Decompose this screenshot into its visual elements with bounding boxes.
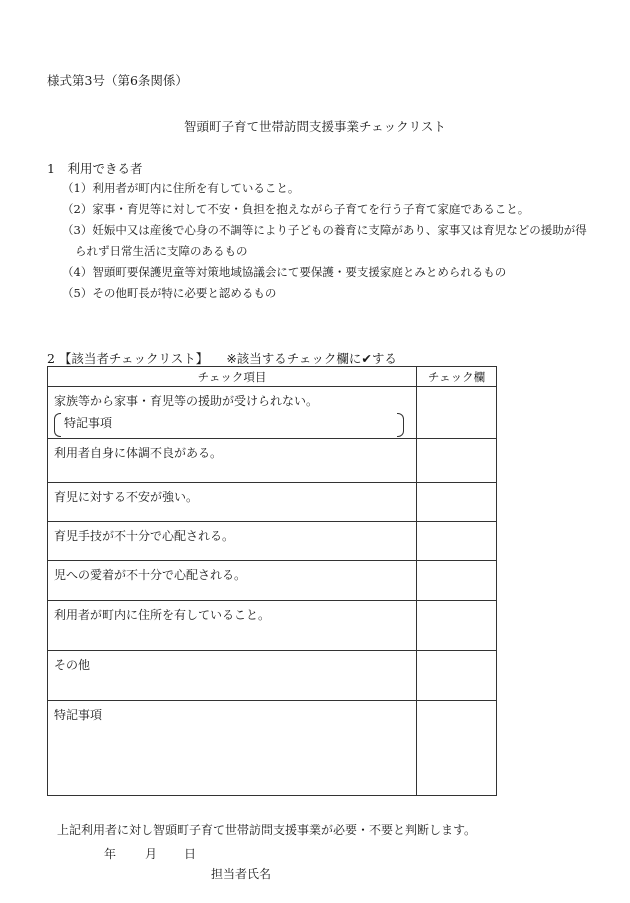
check-item-label: 利用者が町内に住所を有していること。 — [48, 601, 417, 651]
table-row — [48, 701, 497, 796]
table-row — [48, 651, 497, 701]
staff-name-label: 担当者氏名 — [211, 867, 272, 881]
date-day-label: 日 — [184, 847, 197, 861]
check-cell[interactable] — [417, 651, 497, 701]
check-cell[interactable] — [417, 522, 497, 561]
table-row — [48, 387, 497, 439]
table-row — [48, 483, 497, 522]
conclusion-statement: 上記利用者に対し智頭町子育て世帯訪問支援事業が必要・不要と判断します。 — [57, 823, 477, 837]
checklist-table — [47, 366, 497, 796]
special-notes-bracket[interactable] — [54, 413, 404, 435]
eligibility-item-continuation: られず日常生活に支障のあるもの — [75, 244, 248, 258]
check-item-label: 児への愛着が不十分で心配される。 — [48, 561, 417, 601]
eligibility-item: （3）妊娠中又は産後で心身の不調等により子どもの養育に支障があり、家事又は育児などの援助が得 — [62, 223, 587, 237]
check-item-label: 育児手技が不十分で心配される。 — [48, 522, 417, 561]
eligibility-item: （4）智頭町要保護児童等対策地域協議会にて要保護・要支援家庭とみとめられるもの — [62, 265, 507, 279]
check-cell[interactable] — [417, 439, 497, 483]
section2-heading — [47, 349, 397, 367]
table-row — [48, 601, 497, 651]
check-item-text: 家族等から家事・育児等の援助が受けられない。 — [54, 394, 319, 408]
special-notes-label: 特記事項 — [64, 416, 113, 430]
check-cell[interactable] — [417, 601, 497, 651]
eligibility-item: （2）家事・育児等に対して不安・負担を抱えながら子育てを行う子育て家庭であること。 — [62, 202, 530, 216]
table-row — [48, 561, 497, 601]
document-title: 智頭町子育て世帯訪問支援事業チェックリスト — [184, 119, 446, 134]
check-cell[interactable] — [417, 387, 497, 439]
section2-heading-note: ※該当するチェック欄に✔する — [226, 351, 397, 366]
table-header-row — [48, 367, 497, 387]
check-cell[interactable] — [417, 561, 497, 601]
check-item-label: その他 — [48, 651, 417, 701]
special-notes-label[interactable]: 特記事項 — [48, 701, 417, 796]
check-item-label: 利用者自身に体調不良がある。 — [48, 439, 417, 483]
check-cell[interactable] — [417, 701, 497, 796]
check-item-label — [48, 387, 417, 439]
eligibility-item: （1）利用者が町内に住所を有していること。 — [62, 181, 300, 195]
check-cell[interactable] — [417, 483, 497, 522]
section1-heading: 1 利用できる者 — [47, 161, 143, 176]
column-header-check: チェック欄 — [417, 367, 497, 387]
form-number: 様式第3号（第6条関係） — [47, 73, 188, 88]
date-year-label: 年 — [104, 847, 117, 861]
eligibility-item: （5）その他町長が特に必要と認めるもの — [62, 286, 277, 300]
check-item-label: 育児に対する不安が強い。 — [48, 483, 417, 522]
column-header-item: チェック項目 — [48, 367, 417, 387]
section2-heading-title: 2 【該当者チェックリスト】 — [47, 351, 209, 366]
date-month-label: 月 — [145, 847, 158, 861]
table-row — [48, 439, 497, 483]
table-row — [48, 522, 497, 561]
